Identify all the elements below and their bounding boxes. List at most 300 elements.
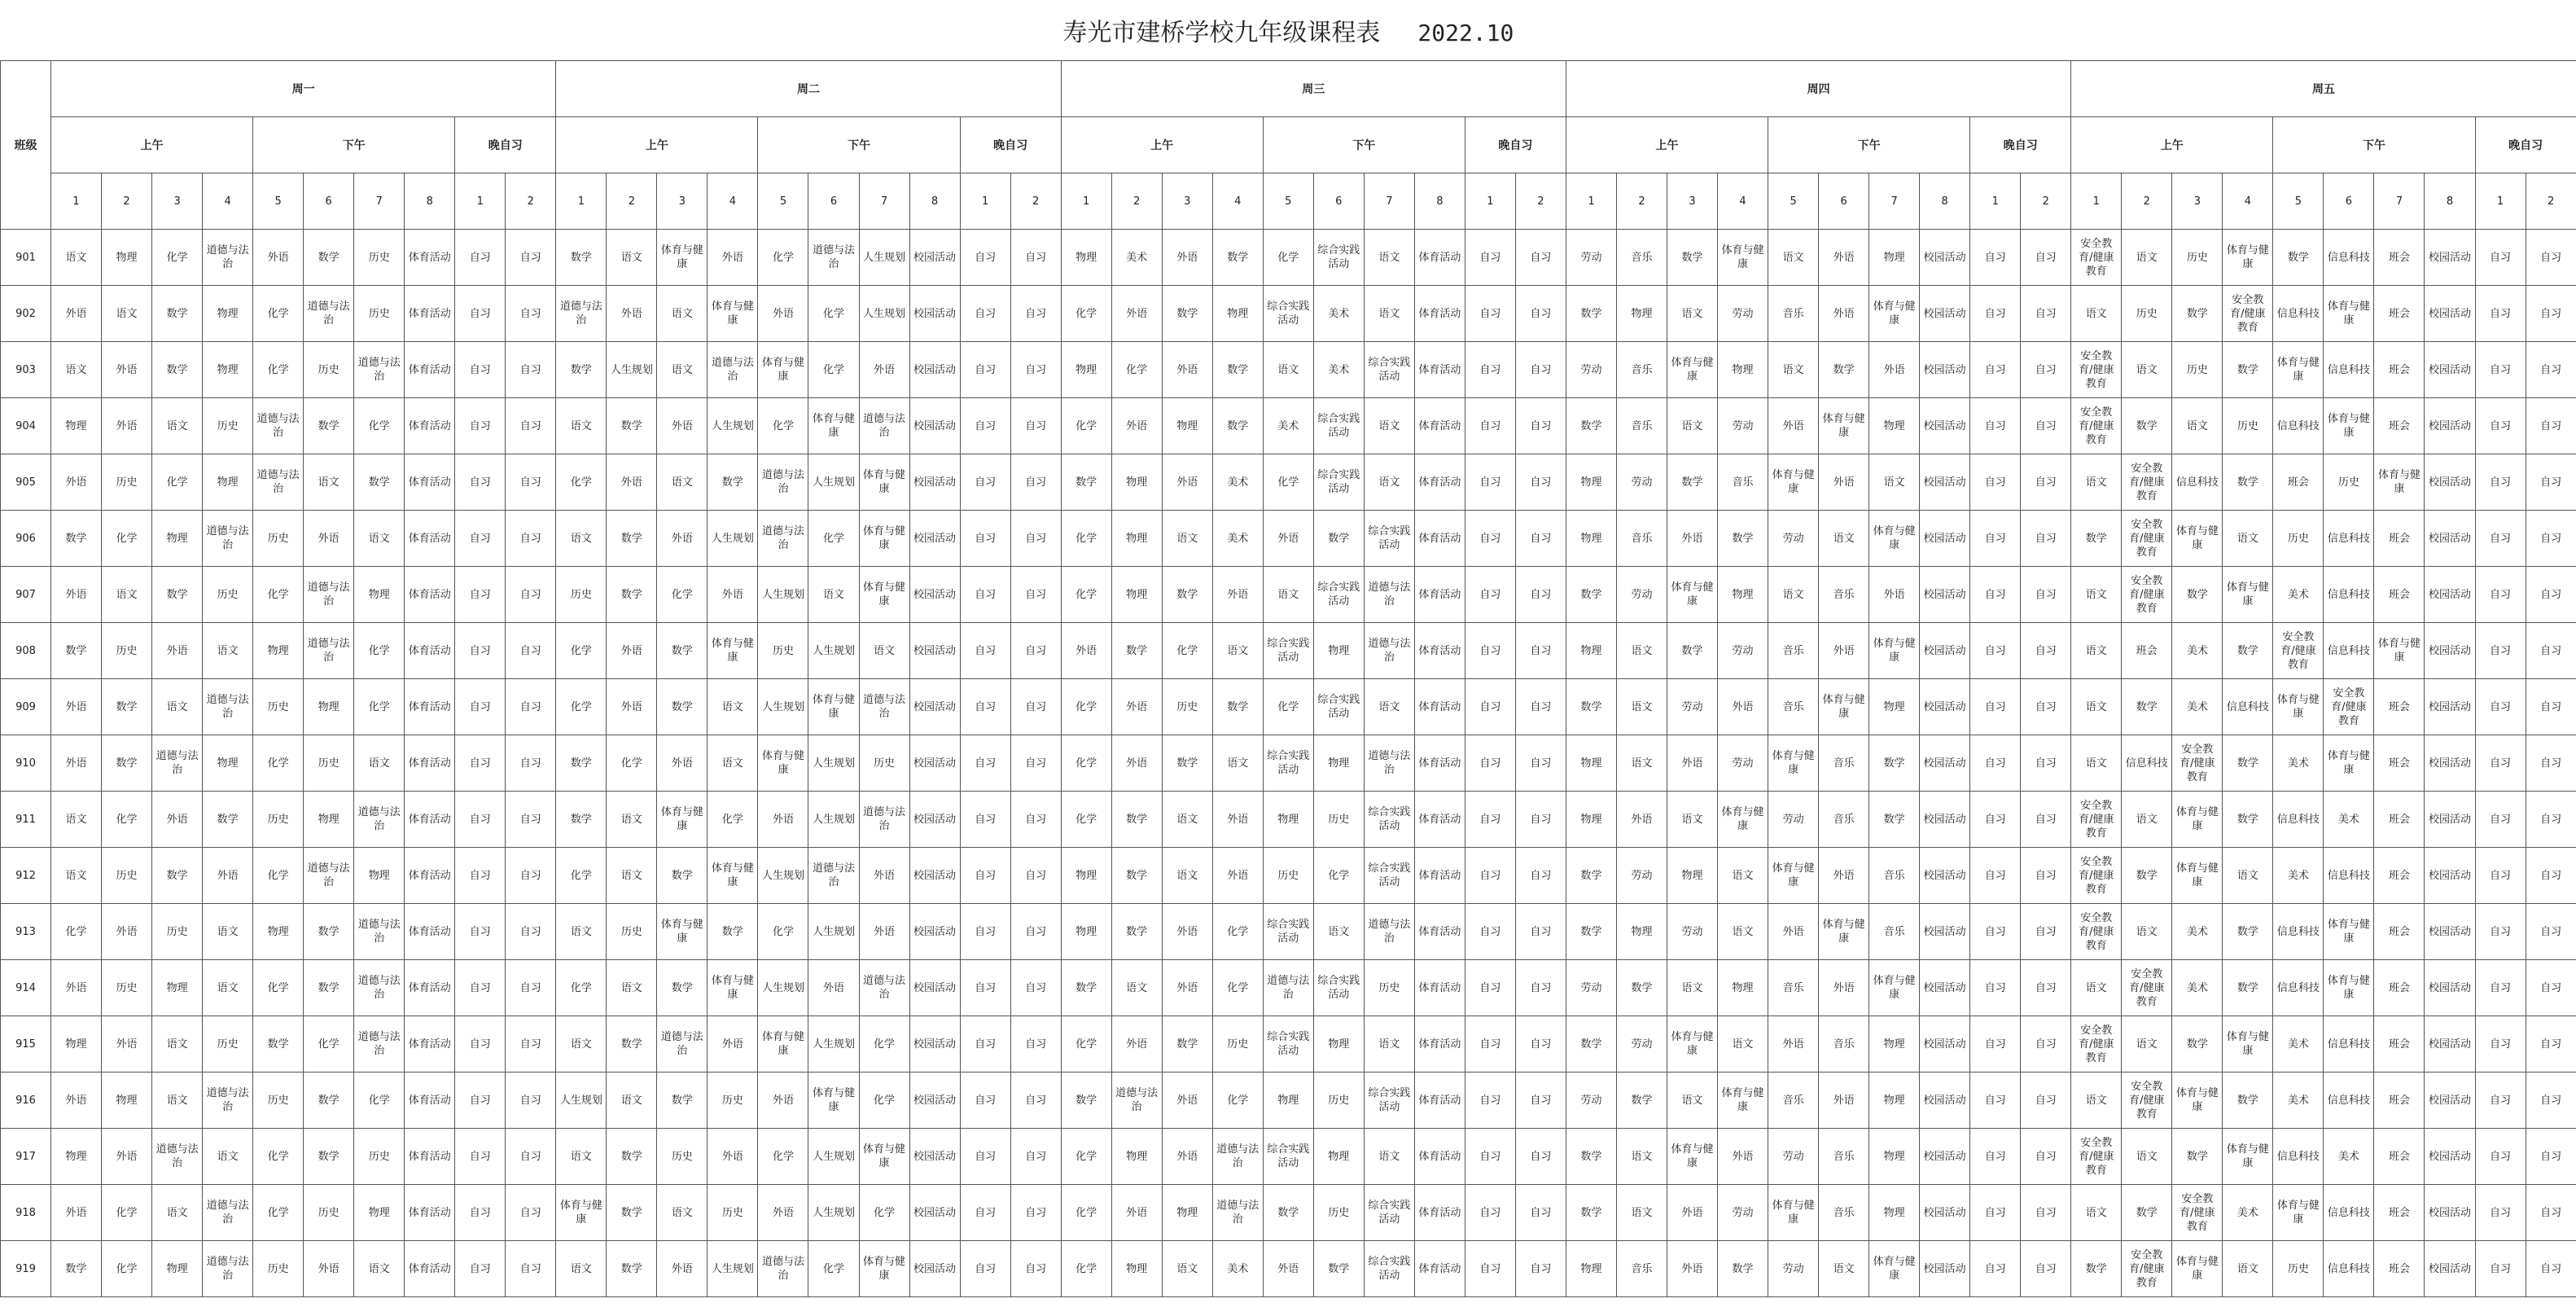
subject-cell: 数学 xyxy=(304,1073,354,1129)
subject-cell: 自习 xyxy=(455,342,506,398)
subject-cell: 化学 xyxy=(253,848,304,904)
subject-cell: 体育与健康 xyxy=(1768,735,1819,792)
period-number: 4 xyxy=(1718,173,1768,230)
subject-cell: 自习 xyxy=(1465,567,1515,623)
subject-cell: 安全教育/健康教育 xyxy=(2071,1129,2122,1185)
subject-cell: 外语 xyxy=(1718,679,1768,735)
subject-cell: 物理 xyxy=(51,1129,102,1185)
subject-cell: 体育与健康 xyxy=(2374,454,2425,511)
subject-cell: 外语 xyxy=(51,735,102,792)
subject-cell: 物理 xyxy=(1111,1129,1162,1185)
subject-cell: 化学 xyxy=(859,1185,909,1241)
subject-cell: 数学 xyxy=(1667,454,1718,511)
period-number: 2 xyxy=(102,173,152,230)
subject-cell: 外语 xyxy=(1162,454,1212,511)
subject-cell: 化学 xyxy=(1212,904,1263,960)
period-number: 2 xyxy=(2526,173,2576,230)
subject-cell: 美术 xyxy=(1111,230,1162,286)
subject-cell: 自习 xyxy=(455,960,506,1016)
subject-cell: 道德与法治 xyxy=(1364,567,1414,623)
subject-cell: 道德与法治 xyxy=(758,1241,808,1297)
period-number: 3 xyxy=(2172,173,2223,230)
subject-cell: 外语 xyxy=(1869,342,1920,398)
subject-cell: 自习 xyxy=(1010,454,1061,511)
subject-cell: 数学 xyxy=(1162,1016,1212,1073)
subject-cell: 体育活动 xyxy=(1414,1185,1465,1241)
subject-cell: 体育与健康 xyxy=(1819,904,1869,960)
subject-cell: 物理 xyxy=(1111,454,1162,511)
subject-cell: 物理 xyxy=(1313,1016,1364,1073)
subject-cell: 体育与健康 xyxy=(657,230,708,286)
subject-cell: 化学 xyxy=(556,960,607,1016)
subject-cell: 校园活动 xyxy=(2425,1129,2475,1185)
subject-cell: 物理 xyxy=(1111,1241,1162,1297)
subject-cell: 语文 xyxy=(203,623,253,679)
subject-cell: 物理 xyxy=(1313,1129,1364,1185)
subject-cell: 语文 xyxy=(2122,1016,2172,1073)
subject-cell: 安全教育/健康教育 xyxy=(2172,735,2223,792)
subject-cell: 数学 xyxy=(1111,904,1162,960)
subject-cell: 道德与法治 xyxy=(758,454,808,511)
section-header: 下午 xyxy=(253,117,455,173)
subject-cell: 体育与健康 xyxy=(1869,286,1920,342)
subject-cell: 美术 xyxy=(1212,454,1263,511)
subject-cell: 化学 xyxy=(1111,342,1162,398)
class-number: 914 xyxy=(1,960,51,1016)
subject-cell: 体育与健康 xyxy=(808,398,859,454)
subject-cell: 数学 xyxy=(304,1129,354,1185)
subject-cell: 自习 xyxy=(960,679,1010,735)
subject-cell: 化学 xyxy=(1061,1185,1111,1241)
subject-cell: 体育活动 xyxy=(405,286,455,342)
subject-cell: 外语 xyxy=(607,623,657,679)
subject-cell: 数学 xyxy=(2172,567,2223,623)
subject-cell: 班会 xyxy=(2374,960,2425,1016)
subject-cell: 劳动 xyxy=(1667,904,1718,960)
subject-cell: 化学 xyxy=(354,623,405,679)
subject-cell: 自习 xyxy=(960,904,1010,960)
subject-cell: 体育活动 xyxy=(405,398,455,454)
subject-cell: 化学 xyxy=(354,1073,405,1129)
subject-cell: 物理 xyxy=(253,623,304,679)
subject-cell: 信息科技 xyxy=(2324,1016,2374,1073)
subject-cell: 体育活动 xyxy=(1414,679,1465,735)
subject-cell: 道德与法治 xyxy=(556,286,607,342)
subject-cell: 道德与法治 xyxy=(708,342,758,398)
subject-cell: 班会 xyxy=(2122,623,2172,679)
subject-cell: 校园活动 xyxy=(2425,511,2475,567)
subject-cell: 语文 xyxy=(1313,904,1364,960)
subject-cell: 外语 xyxy=(1111,398,1162,454)
subject-cell: 语文 xyxy=(2122,342,2172,398)
subject-cell: 自习 xyxy=(2021,1185,2071,1241)
subject-cell: 自习 xyxy=(2475,623,2526,679)
subject-cell: 外语 xyxy=(758,1185,808,1241)
subject-cell: 物理 xyxy=(253,904,304,960)
subject-cell: 人生规划 xyxy=(607,342,657,398)
subject-cell: 美术 xyxy=(2324,792,2374,848)
subject-cell: 体育与健康 xyxy=(1667,1129,1718,1185)
subject-cell: 自习 xyxy=(1465,679,1515,735)
subject-cell: 体育与健康 xyxy=(1869,960,1920,1016)
subject-cell: 体育活动 xyxy=(1414,1129,1465,1185)
subject-cell: 自习 xyxy=(455,904,506,960)
subject-cell: 历史 xyxy=(607,904,657,960)
subject-cell: 物理 xyxy=(1616,904,1667,960)
period-number: 6 xyxy=(2324,173,2374,230)
subject-cell: 体育与健康 xyxy=(2223,1016,2273,1073)
subject-cell: 数学 xyxy=(1111,623,1162,679)
subject-cell: 语文 xyxy=(152,679,203,735)
subject-cell: 道德与法治 xyxy=(808,848,859,904)
class-number: 918 xyxy=(1,1185,51,1241)
class-number: 911 xyxy=(1,792,51,848)
subject-cell: 历史 xyxy=(304,1185,354,1241)
subject-cell: 数学 xyxy=(1061,454,1111,511)
subject-cell: 体育活动 xyxy=(405,511,455,567)
subject-cell: 自习 xyxy=(2021,735,2071,792)
subject-cell: 历史 xyxy=(657,1129,708,1185)
subject-cell: 体育与健康 xyxy=(1869,511,1920,567)
subject-cell: 数学 xyxy=(2273,230,2324,286)
subject-cell: 体育活动 xyxy=(1414,1016,1465,1073)
subject-cell: 综合实践活动 xyxy=(1364,1185,1414,1241)
subject-cell: 语文 xyxy=(1364,1016,1414,1073)
subject-cell: 校园活动 xyxy=(1920,454,1970,511)
subject-cell: 化学 xyxy=(758,1129,808,1185)
subject-cell: 体育活动 xyxy=(1414,735,1465,792)
subject-cell: 数学 xyxy=(304,960,354,1016)
subject-cell: 音乐 xyxy=(1768,1073,1819,1129)
subject-cell: 自习 xyxy=(506,1073,556,1129)
section-header: 晚自习 xyxy=(960,117,1061,173)
subject-cell: 数学 xyxy=(1313,1241,1364,1297)
subject-cell: 语文 xyxy=(203,1129,253,1185)
subject-cell: 外语 xyxy=(51,960,102,1016)
subject-cell: 数学 xyxy=(657,848,708,904)
subject-cell: 语文 xyxy=(1162,1241,1212,1297)
table-row xyxy=(1,398,2576,454)
subject-cell: 人生规划 xyxy=(808,1129,859,1185)
subject-cell: 外语 xyxy=(1162,230,1212,286)
subject-cell: 自习 xyxy=(2475,1129,2526,1185)
subject-cell: 语文 xyxy=(2223,511,2273,567)
subject-cell: 校园活动 xyxy=(909,398,960,454)
subject-cell: 物理 xyxy=(1869,1185,1920,1241)
subject-cell: 语文 xyxy=(1819,511,1869,567)
subject-cell: 人生规划 xyxy=(708,398,758,454)
subject-cell: 语文 xyxy=(657,286,708,342)
day-header-row xyxy=(1,61,2576,117)
subject-cell: 自习 xyxy=(2526,1073,2576,1129)
subject-cell: 语文 xyxy=(1768,342,1819,398)
subject-cell: 自习 xyxy=(1970,1073,2021,1129)
period-number: 8 xyxy=(2425,173,2475,230)
subject-cell: 自习 xyxy=(960,1073,1010,1129)
subject-cell: 数学 xyxy=(657,960,708,1016)
subject-cell: 语文 xyxy=(102,567,152,623)
subject-cell: 自习 xyxy=(2475,848,2526,904)
subject-cell: 外语 xyxy=(102,342,152,398)
subject-cell: 自习 xyxy=(1010,1016,1061,1073)
subject-cell: 外语 xyxy=(1819,848,1869,904)
subject-cell: 自习 xyxy=(1970,792,2021,848)
subject-cell: 数学 xyxy=(1819,342,1869,398)
subject-cell: 音乐 xyxy=(1819,1185,1869,1241)
subject-cell: 体育活动 xyxy=(405,342,455,398)
subject-cell: 校园活动 xyxy=(909,960,960,1016)
subject-cell: 人生规划 xyxy=(859,230,909,286)
subject-cell: 综合实践活动 xyxy=(1313,398,1364,454)
subject-cell: 历史 xyxy=(2172,230,2223,286)
subject-cell: 自习 xyxy=(1515,342,1566,398)
subject-cell: 自习 xyxy=(1465,1241,1515,1297)
subject-cell: 综合实践活动 xyxy=(1313,230,1364,286)
subject-cell: 外语 xyxy=(859,342,909,398)
subject-cell: 外语 xyxy=(1162,1129,1212,1185)
subject-cell: 自习 xyxy=(455,1129,506,1185)
subject-cell: 语文 xyxy=(1718,848,1768,904)
subject-cell: 体育与健康 xyxy=(2172,792,2223,848)
section-header: 上午 xyxy=(2071,117,2273,173)
subject-cell: 语文 xyxy=(859,623,909,679)
subject-cell: 校园活动 xyxy=(909,792,960,848)
subject-cell: 班会 xyxy=(2374,735,2425,792)
subject-cell: 校园活动 xyxy=(1920,567,1970,623)
subject-cell: 安全教育/健康教育 xyxy=(2122,567,2172,623)
subject-cell: 信息科技 xyxy=(2324,1241,2374,1297)
subject-cell: 物理 xyxy=(1869,230,1920,286)
subject-cell: 语文 xyxy=(1263,567,1313,623)
subject-cell: 自习 xyxy=(1515,230,1566,286)
subject-cell: 自习 xyxy=(1465,230,1515,286)
period-number: 8 xyxy=(1414,173,1465,230)
subject-cell: 体育与健康 xyxy=(1768,454,1819,511)
subject-cell: 道德与法治 xyxy=(859,679,909,735)
subject-cell: 自习 xyxy=(2475,904,2526,960)
subject-cell: 体育与健康 xyxy=(758,342,808,398)
subject-cell: 体育活动 xyxy=(1414,230,1465,286)
subject-cell: 道德与法治 xyxy=(253,454,304,511)
subject-cell: 数学 xyxy=(1718,511,1768,567)
subject-cell: 历史 xyxy=(102,848,152,904)
subject-cell: 自习 xyxy=(1970,848,2021,904)
subject-cell: 数学 xyxy=(1111,792,1162,848)
subject-cell: 体育与健康 xyxy=(2172,1073,2223,1129)
subject-cell: 校园活动 xyxy=(1920,623,1970,679)
subject-cell: 历史 xyxy=(354,286,405,342)
subject-cell: 道德与法治 xyxy=(354,342,405,398)
subject-cell: 音乐 xyxy=(1819,567,1869,623)
subject-cell: 外语 xyxy=(1768,1016,1819,1073)
subject-cell: 语文 xyxy=(556,511,607,567)
period-number: 2 xyxy=(2122,173,2172,230)
subject-cell: 数学 xyxy=(1162,567,1212,623)
subject-cell: 自习 xyxy=(1465,792,1515,848)
subject-cell: 信息科技 xyxy=(2273,792,2324,848)
subject-cell: 化学 xyxy=(1313,848,1364,904)
table-row xyxy=(1,623,2576,679)
subject-cell: 语文 xyxy=(2122,230,2172,286)
period-number: 2 xyxy=(506,173,556,230)
class-number: 909 xyxy=(1,679,51,735)
subject-cell: 历史 xyxy=(1263,848,1313,904)
subject-cell: 数学 xyxy=(1566,567,1616,623)
subject-cell: 音乐 xyxy=(1819,1016,1869,1073)
subject-cell: 语文 xyxy=(2122,904,2172,960)
subject-cell: 自习 xyxy=(1515,398,1566,454)
class-number: 917 xyxy=(1,1129,51,1185)
subject-cell: 综合实践活动 xyxy=(1364,1073,1414,1129)
subject-cell: 综合实践活动 xyxy=(1364,848,1414,904)
subject-cell: 外语 xyxy=(607,679,657,735)
subject-cell: 自习 xyxy=(455,679,506,735)
subject-cell: 外语 xyxy=(1768,904,1819,960)
subject-cell: 自习 xyxy=(455,735,506,792)
period-number: 8 xyxy=(1920,173,1970,230)
subject-cell: 自习 xyxy=(960,342,1010,398)
subject-cell: 历史 xyxy=(253,679,304,735)
subject-cell: 道德与法治 xyxy=(354,1016,405,1073)
subject-cell: 音乐 xyxy=(1718,454,1768,511)
subject-cell: 信息科技 xyxy=(2324,511,2374,567)
subject-cell: 化学 xyxy=(354,398,405,454)
subject-cell: 自习 xyxy=(506,679,556,735)
subject-cell: 体育与健康 xyxy=(2374,623,2425,679)
subject-cell: 自习 xyxy=(1010,398,1061,454)
subject-cell: 物理 xyxy=(304,792,354,848)
subject-cell: 数学 xyxy=(51,511,102,567)
subject-cell: 数学 xyxy=(1616,960,1667,1016)
period-number: 1 xyxy=(51,173,102,230)
subject-cell: 语文 xyxy=(607,960,657,1016)
subject-cell: 历史 xyxy=(1212,1016,1263,1073)
subject-cell: 语文 xyxy=(51,230,102,286)
subject-cell: 体育活动 xyxy=(405,1073,455,1129)
subject-cell: 自习 xyxy=(455,792,506,848)
subject-cell: 班会 xyxy=(2374,1185,2425,1241)
subject-cell: 自习 xyxy=(506,848,556,904)
subject-cell: 体育与健康 xyxy=(1768,1185,1819,1241)
subject-cell: 自习 xyxy=(960,623,1010,679)
subject-cell: 数学 xyxy=(1061,1073,1111,1129)
subject-cell: 化学 xyxy=(253,342,304,398)
subject-cell: 外语 xyxy=(1667,1241,1718,1297)
subject-cell: 历史 xyxy=(708,1073,758,1129)
subject-cell: 美术 xyxy=(2172,623,2223,679)
subject-cell: 数学 xyxy=(203,792,253,848)
subject-cell: 音乐 xyxy=(1616,398,1667,454)
subject-cell: 化学 xyxy=(102,511,152,567)
table-row xyxy=(1,511,2576,567)
subject-cell: 班会 xyxy=(2374,1073,2425,1129)
subject-cell: 体育与健康 xyxy=(2223,230,2273,286)
subject-cell: 数学 xyxy=(1869,735,1920,792)
subject-cell: 物理 xyxy=(51,1016,102,1073)
subject-cell: 体育与健康 xyxy=(859,454,909,511)
subject-cell: 外语 xyxy=(1061,623,1111,679)
subject-cell: 班会 xyxy=(2374,1241,2425,1297)
subject-cell: 校园活动 xyxy=(1920,735,1970,792)
subject-cell: 校园活动 xyxy=(909,1129,960,1185)
subject-cell: 语文 xyxy=(657,342,708,398)
subject-cell: 历史 xyxy=(758,623,808,679)
subject-cell: 校园活动 xyxy=(1920,1185,1970,1241)
subject-cell: 体育与健康 xyxy=(2324,735,2374,792)
subject-cell: 自习 xyxy=(1010,1185,1061,1241)
subject-cell: 信息科技 xyxy=(2172,454,2223,511)
period-header-row xyxy=(1,173,2576,230)
subject-cell: 化学 xyxy=(556,848,607,904)
subject-cell: 外语 xyxy=(657,511,708,567)
subject-cell: 音乐 xyxy=(1616,230,1667,286)
subject-cell: 自习 xyxy=(2475,511,2526,567)
subject-cell: 体育与健康 xyxy=(1768,848,1819,904)
subject-cell: 自习 xyxy=(506,1185,556,1241)
subject-cell: 自习 xyxy=(1970,1129,2021,1185)
subject-cell: 数学 xyxy=(2172,1016,2223,1073)
subject-cell: 综合实践活动 xyxy=(1364,792,1414,848)
subject-cell: 体育活动 xyxy=(1414,398,1465,454)
subject-cell: 语文 xyxy=(1616,1185,1667,1241)
subject-cell: 人生规划 xyxy=(808,792,859,848)
subject-cell: 外语 xyxy=(1162,960,1212,1016)
subject-cell: 物理 xyxy=(203,735,253,792)
day-header: 周一 xyxy=(51,61,556,117)
period-number: 4 xyxy=(708,173,758,230)
subject-cell: 外语 xyxy=(1819,286,1869,342)
subject-cell: 自习 xyxy=(960,792,1010,848)
subject-cell: 校园活动 xyxy=(1920,792,1970,848)
table-row xyxy=(1,567,2576,623)
subject-cell: 化学 xyxy=(1061,1241,1111,1297)
subject-cell: 语文 xyxy=(2071,454,2122,511)
subject-cell: 化学 xyxy=(808,342,859,398)
subject-cell: 自习 xyxy=(455,1016,506,1073)
subject-cell: 外语 xyxy=(1111,286,1162,342)
subject-cell: 自习 xyxy=(960,1241,1010,1297)
subject-cell: 物理 xyxy=(1566,1241,1616,1297)
period-number: 6 xyxy=(1819,173,1869,230)
subject-cell: 校园活动 xyxy=(1920,904,1970,960)
subject-cell: 自习 xyxy=(1010,511,1061,567)
subject-cell: 自习 xyxy=(960,960,1010,1016)
title-date: 2022.10 xyxy=(1417,20,1514,46)
subject-cell: 美术 xyxy=(2273,735,2324,792)
subject-cell: 语文 xyxy=(1819,1241,1869,1297)
subject-cell: 自习 xyxy=(1465,1129,1515,1185)
table-row xyxy=(1,286,2576,342)
subject-cell: 自习 xyxy=(1970,398,2021,454)
subject-cell: 劳动 xyxy=(1566,342,1616,398)
subject-cell: 语文 xyxy=(1212,735,1263,792)
table-row xyxy=(1,1185,2576,1241)
subject-cell: 自习 xyxy=(960,567,1010,623)
subject-cell: 自习 xyxy=(2021,848,2071,904)
subject-cell: 自习 xyxy=(1515,1073,1566,1129)
subject-cell: 体育活动 xyxy=(1414,848,1465,904)
subject-cell: 数学 xyxy=(2223,960,2273,1016)
subject-cell: 化学 xyxy=(859,1016,909,1073)
section-header: 上午 xyxy=(556,117,758,173)
subject-cell: 道德与法治 xyxy=(657,1016,708,1073)
subject-cell: 校园活动 xyxy=(1920,848,1970,904)
subject-cell: 体育活动 xyxy=(1414,342,1465,398)
subject-cell: 自习 xyxy=(2526,1016,2576,1073)
subject-cell: 校园活动 xyxy=(2425,1185,2475,1241)
subject-cell: 语文 xyxy=(51,848,102,904)
section-header: 下午 xyxy=(1768,117,1970,173)
